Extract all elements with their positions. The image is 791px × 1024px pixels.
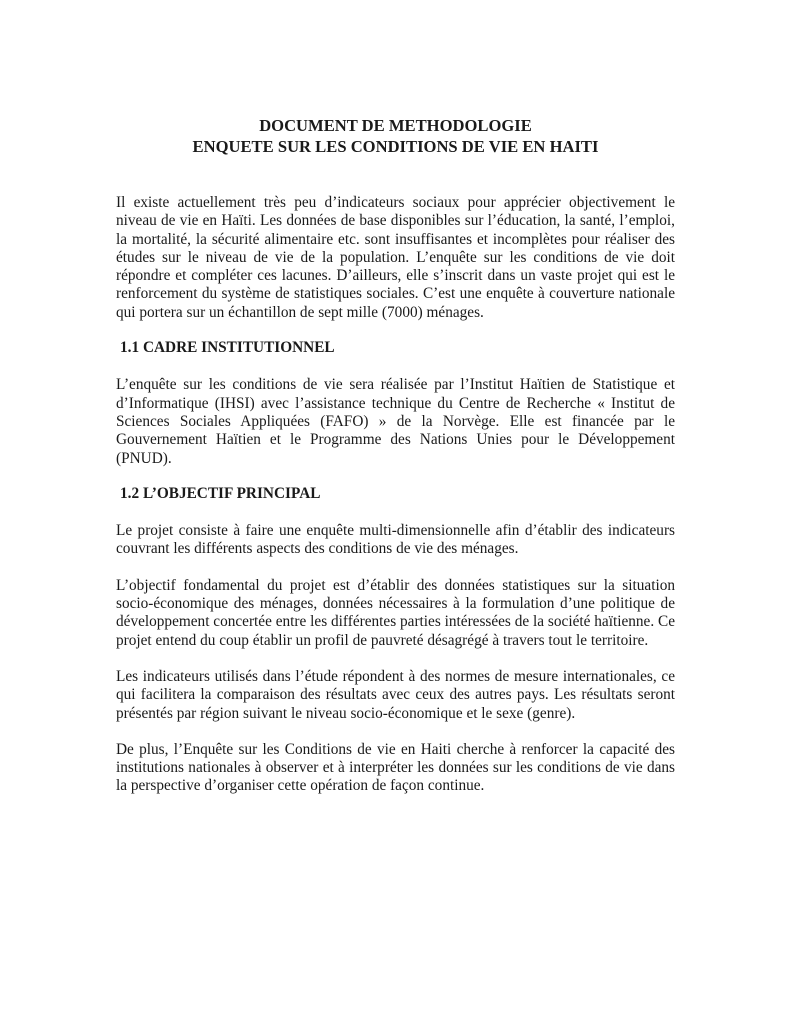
objectif-paragraph-2: L’objectif fondamental du projet est d’établir des données statistiques sur la situation socio-économique des ménages, données nécessaires à la formulation d’une politique de développement concertée entre les différentes parties intéressées de la société haïtienne. Ce projet entend du coup établir un profil de pauvreté désagrégé à travers tout le territoire. — [116, 576, 675, 649]
title-line-2: ENQUETE SUR LES CONDITIONS DE VIE EN HAITI — [192, 137, 599, 156]
section-heading-cadre-institutionnel: 1.1 CADRE INSTITUTIONNEL — [120, 339, 335, 357]
objectif-paragraph-1: Le projet consiste à faire une enquête multi-dimensionnelle afin d’établir des indicateurs couvrant les différents aspects des conditions de vie des ménages. — [116, 522, 675, 558]
objectif-paragraph-3: Les indicateurs utilisés dans l’étude répondent à des normes de mesure internationales, ce qui facilitera la comparaison des résultats avec ceux des autres pays. Les résultats seront présentés par région suivant le niveau socio-économique et le sexe (genre). — [116, 667, 675, 722]
objectif-paragraph-4: De plus, l’Enquête sur les Conditions de vie en Haiti cherche à renforcer la capacité des institutions nationales à observer et à interpréter les données sur les conditions de vie dans la perspective d’organiser cette opération de façon continue. — [116, 740, 675, 795]
cadre-institutionnel-paragraph: L’enquête sur les conditions de vie sera réalisée par l’Institut Haïtien de Statistique et d’Informatique (IHSI) avec l’assistance technique du Centre de Recherche « Institut de Sciences Sociales Appliquées (FAFO) » de la Norvège. Elle est financée par le Gouvernement Haïtien et le Programme des Nations Unies pour le Développement (PNUD). — [116, 376, 675, 467]
document-page — [116, 115, 675, 796]
intro-paragraph: Il existe actuellement très peu d’indicateurs sociaux pour apprécier objectivement le niveau de vie en Haïti. Les données de base disponibles sur l’éducation, la santé, l’emploi, la mortalité, la sécurité alimentaire etc. sont insuffisantes et incomplètes pour réaliser des études sur le niveau de vie de la population. L’enquête sur les conditions de vie doit répondre et compléter ces lacunes. D’ailleurs, elle s’inscrit dans un vaste projet qui est le renforcement du système de statistiques sociales. C’est une enquête à couverture nationale qui portera sur un échantillon de sept mille (7000) ménages. — [116, 194, 675, 321]
document-title — [116, 115, 675, 157]
title-line-1: DOCUMENT DE METHODOLOGIE — [259, 116, 532, 135]
section-heading-objectif-principal: 1.2 L’OBJECTIF PRINCIPAL — [120, 484, 321, 502]
